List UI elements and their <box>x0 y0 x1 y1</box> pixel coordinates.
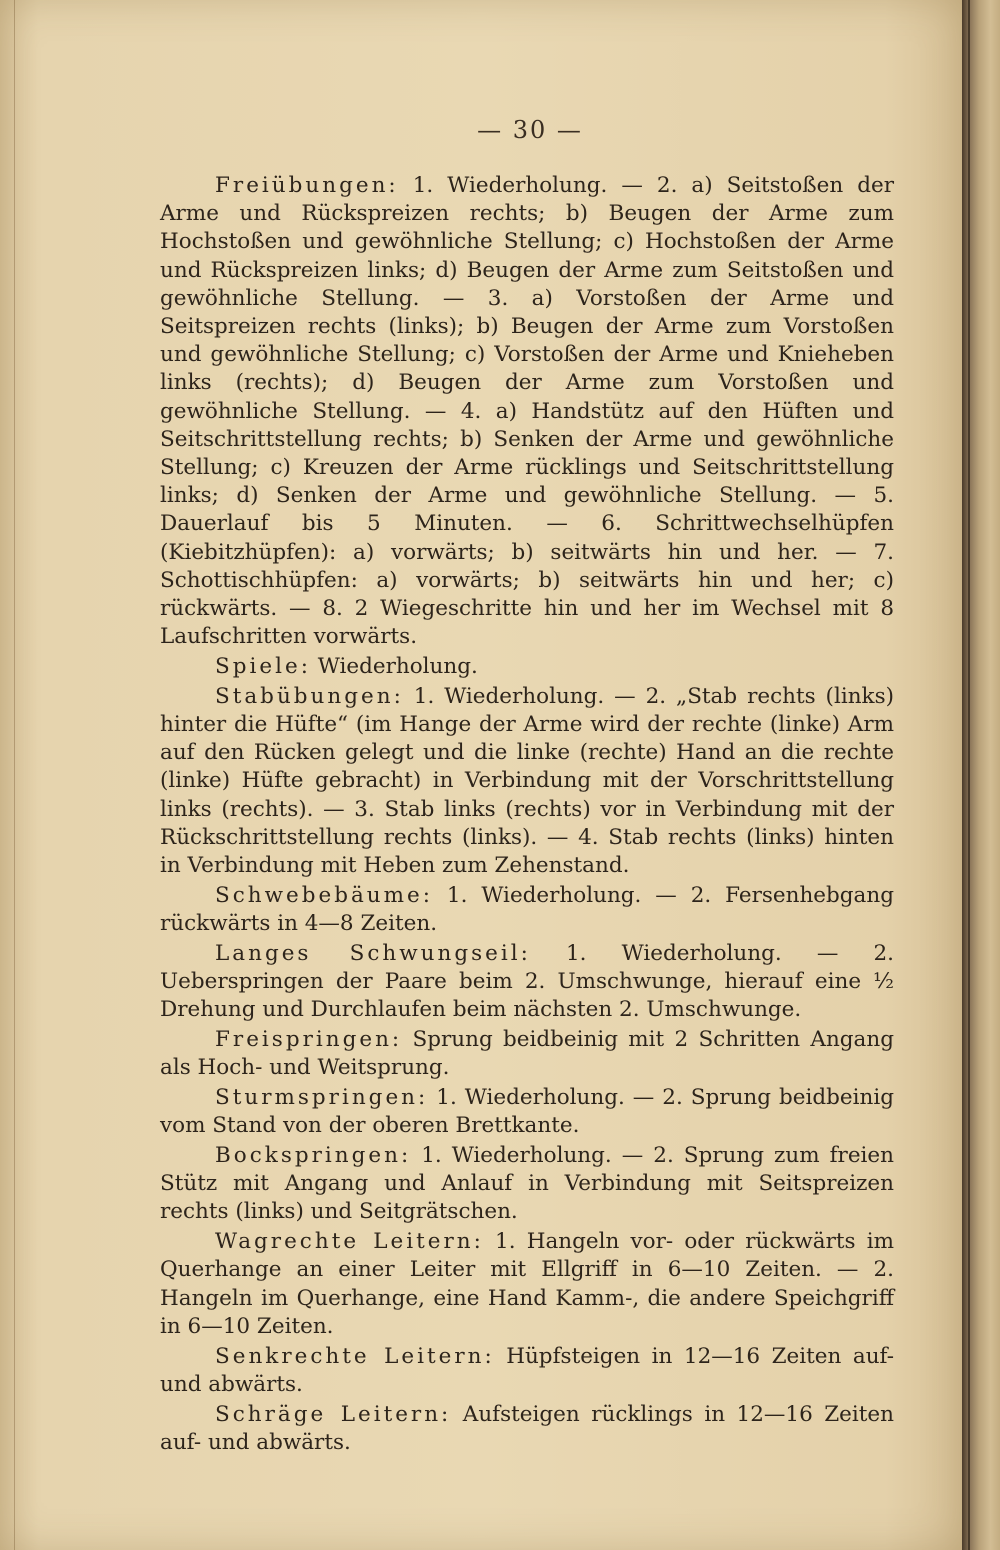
paragraph-spiele <box>160 653 894 681</box>
page-edge-line <box>14 0 15 1550</box>
paragraph-text: 1. Wiederholung. — 2. Sprung zum freien Stütz mit Angang und Anlauf in Verbindung mit Seitspreizen rechts (links) und Seitgrätschen. <box>160 1143 894 1225</box>
paragraph-heading: Spiele: <box>215 654 311 680</box>
paragraph-heading: Schwebebäume: <box>215 882 434 908</box>
paragraph-heading: Langes Schwungseil: <box>215 940 531 966</box>
paragraph-text: 1. Wiederholung. — 2. Ueberspringen der Paare beim 2. Umschwunge, hierauf eine ½ Drehung und Durchlaufen beim nächsten 2. Umschwunge. <box>160 940 894 1023</box>
paragraph-senkrechte-leitern <box>160 1343 894 1399</box>
body-text <box>160 172 894 1459</box>
paragraph-stabuebungen <box>160 683 894 880</box>
paragraph-text: Wiederholung. <box>310 654 478 680</box>
paragraph-schwungseil <box>160 940 894 1025</box>
paragraph-text: Sprung beidbeinig mit 2 Schritten Angang als Hoch- und Weitsprung. <box>160 1027 894 1081</box>
paragraph-heading: Sturmspringen: <box>215 1085 429 1111</box>
paragraph-heading: Wagrechte Leitern: <box>215 1229 484 1255</box>
paragraph-freispringen <box>160 1026 894 1082</box>
paragraph-text: 1. Wiederholung. — 2. a) Seitstoßen der Arme und Rückspreizen rechts; b) Beugen der Arme zum Hochstoßen und gewöhnliche Stellung; c) Hochstoßen der Arme und Rückspreizen links; d) Beugen der Arme zum Seitstoßen und gewöhnliche Stellung. — 3. a) Vorstoßen der Arme und Seitspreizen rechts (links); b) Beugen der Arme zum Vorstoßen und gewöhnliche Stellung; c) Vorstoßen der Arme und Knieheben links (rechts); d) Beugen der Arme zum Vorstoßen und gewöhnliche Stellung. — 4. a) Handstütz auf den Hüften und Seitschrittstellung rechts; b) Senken der Arme und gewöhnliche Stellung; c) Kreuzen der Arme rücklings und Seitschrittstellung links; d) Senken der Arme und gewöhnliche Stellung. — 5. Dauerlauf bis 5 Minuten. — 6. Schrittwechselhüpfen (Kiebitzhüpfen): a) vorwärts; b) seitwärts hin und her. — 7. Schottischhüpfen: a) vorwärts; b) seitwärts hin und her; c) rückwärts. — 8. 2 Wiegeschritte hin und her im Wechsel mit 8 Laufschritten vorwärts. <box>160 173 894 650</box>
paragraph-text: Hüpfsteigen in 12—16 Zeiten auf- und abwärts. <box>160 1343 894 1397</box>
paragraph-bockspringen <box>160 1142 894 1227</box>
paragraph-heading: Bockspringen: <box>215 1143 412 1169</box>
paragraph-text: 1. Wiederholung. — 2. „Stab rechts (links) hinter die Hüfte“ (im Hange der Arme wird der rechte (linke) Arm auf den Rücken gelegt und die linke (rechte) Hand an die rechte (linke) Hüfte gebracht) in Verbindung mit der Vorschrittstellung links (rechts). — 3. Stab links (rechts) vor in Verbindung mit der Rückschrittstellung rechts (links). — 4. Stab rechts (links) hinten in Verbindung mit Heben zum Zehenstand. <box>160 683 894 879</box>
paragraph-heading: Senkrechte Leitern: <box>215 1343 495 1369</box>
paragraph-wagrechte-leitern <box>160 1228 894 1341</box>
page-number: — 30 — <box>477 116 583 144</box>
paragraph-text: Aufsteigen rücklings in 12—16 Zeiten auf- und abwärts. <box>160 1401 894 1455</box>
paragraph-sturmspringen <box>160 1084 894 1140</box>
paragraph-schwebebaeume <box>160 882 894 938</box>
paragraph-heading: Schräge Leitern: <box>215 1401 452 1427</box>
paragraph-text: 1. Wiederholung. — 2. Sprung beidbeinig vom Stand von der oberen Brettkante. <box>160 1085 894 1139</box>
paragraph-heading: Freiübungen: <box>215 173 399 198</box>
spine-edge-line <box>968 0 970 1550</box>
paragraph-freiuebungen <box>160 172 894 651</box>
paragraph-schraege-leitern <box>160 1401 894 1457</box>
paragraph-heading: Freispringen: <box>215 1027 403 1053</box>
paragraph-text: 1. Hangeln vor- oder rückwärts im Querhange an einer Leiter mit Ellgriff in 6—10 Zeiten. — 2. Hangeln im Querhange, eine Hand Kamm-, die andere Speichgriff in 6—10 Zeiten. <box>160 1229 894 1339</box>
paragraph-heading: Stabübungen: <box>215 683 404 709</box>
paragraph-text: 1. Wiederholung. — 2. Fersenhebgang rückwärts in 4—8 Zeiten. <box>160 882 894 937</box>
